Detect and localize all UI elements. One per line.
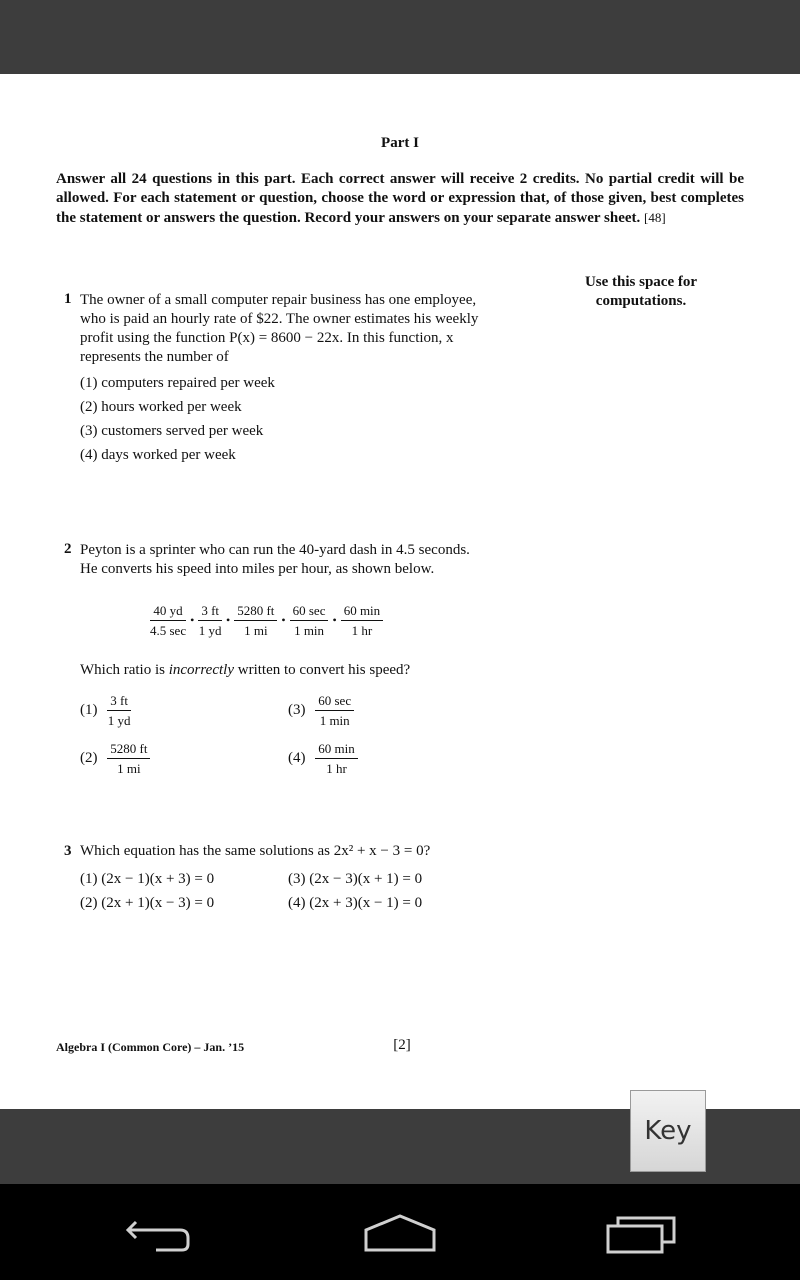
q1-option-1[interactable] — [80, 371, 275, 395]
q2-option-1[interactable] — [80, 692, 131, 729]
conversion-fraction — [150, 602, 186, 639]
q2-option-2[interactable] — [80, 740, 150, 777]
option-label: (1) — [80, 702, 98, 718]
denominator: 1 hr — [326, 761, 347, 776]
q2-text — [80, 541, 540, 579]
option-fraction — [315, 692, 354, 729]
q2-option-3[interactable] — [288, 692, 354, 729]
computation-note-line2: computations. — [595, 293, 687, 309]
denominator: 1 yd — [198, 623, 222, 638]
denominator: 1 mi — [117, 761, 141, 776]
numerator: 60 min — [341, 602, 383, 621]
option-fraction — [315, 740, 357, 777]
option-text: days worked per week — [101, 447, 236, 463]
q3-option-2[interactable] — [80, 891, 214, 915]
computation-note — [560, 273, 722, 311]
q3-text: Which equation has the same solutions as 2x² + x − 3 = 0? — [80, 843, 431, 859]
option-label: (3) — [288, 702, 306, 718]
instructions — [56, 170, 744, 228]
option-text: (2x − 3)(x + 1) = 0 — [309, 871, 423, 887]
denominator: 1 min — [294, 623, 325, 638]
recent-apps-icon[interactable] — [604, 1214, 680, 1261]
instructions-text: Answer all 24 questions in this part. Each correct answer will receive 2 credits. No partial credit will be allowed. For each statement or question, choose the word or expression that, of those given, best completes the statement or answers the question. Record your answers on your separate answer sheet. — [56, 171, 744, 226]
option-text: hours worked per week — [101, 399, 242, 415]
option-text: (2x + 3)(x − 1) = 0 — [309, 895, 423, 911]
back-icon[interactable] — [122, 1212, 194, 1261]
footer-page-number: [2] — [393, 1037, 411, 1053]
top-status-bar — [0, 0, 800, 74]
q2-text-line: He converts his speed into miles per hour, as shown below. — [80, 561, 435, 577]
multiply-dot: • — [332, 613, 337, 627]
numerator: 40 yd — [150, 602, 186, 621]
option-label: (1) — [80, 375, 98, 391]
q1-option-3[interactable] — [80, 419, 275, 443]
option-fraction — [107, 692, 131, 729]
footer-exam-title: Algebra I (Common Core) – Jan. ’15 — [56, 1040, 245, 1054]
q1-number: 1 — [64, 291, 72, 307]
q3-number: 3 — [64, 843, 72, 859]
q1-text — [80, 291, 526, 367]
numerator: 60 min — [315, 740, 357, 759]
denominator: 1 mi — [244, 623, 268, 638]
q1-text-line: represents the number of — [80, 349, 229, 365]
q1-text-line: profit using the function P(x) = 8600 − 22x. In this function, x — [80, 330, 454, 346]
part-title: Part I — [381, 135, 419, 151]
denominator: 1 min — [319, 713, 350, 728]
conversion-fraction — [341, 602, 383, 639]
option-label: (3) — [80, 423, 98, 439]
numerator: 5280 ft — [107, 740, 150, 759]
option-label: (4) — [288, 895, 306, 911]
option-text: computers repaired per week — [101, 375, 275, 391]
option-label: (2) — [80, 895, 98, 911]
option-text: (2x + 1)(x − 3) = 0 — [101, 895, 215, 911]
multiply-dot: • — [190, 613, 195, 627]
option-label: (2) — [80, 399, 98, 415]
key-button[interactable]: Key — [630, 1090, 706, 1172]
option-label: (1) — [80, 871, 98, 887]
q3-option-4[interactable] — [288, 891, 422, 915]
denominator: 1 hr — [351, 623, 373, 638]
document-page — [0, 74, 800, 1109]
conversion-expression — [150, 602, 383, 639]
q2-option-4[interactable] — [288, 740, 358, 777]
multiply-dot: • — [226, 613, 231, 627]
computation-note-line1: Use this space for — [584, 274, 698, 290]
q1-option-4[interactable] — [80, 443, 275, 467]
instructions-credits: [48] — [644, 210, 666, 225]
numerator: 60 sec — [290, 602, 329, 621]
denominator: 4.5 sec — [150, 623, 187, 638]
q3-option-1[interactable] — [80, 867, 214, 891]
q1-text-line: The owner of a small computer repair business has one employee, — [80, 292, 477, 308]
numerator: 60 sec — [315, 692, 354, 711]
option-text: customers served per week — [101, 423, 264, 439]
conversion-fraction — [198, 602, 222, 639]
multiply-dot: • — [281, 613, 286, 627]
conversion-fraction — [290, 602, 329, 639]
q1-text-line: who is paid an hourly rate of $22. The owner estimates his weekly — [80, 311, 479, 327]
system-navigation-bar — [0, 1184, 800, 1280]
numerator: 3 ft — [107, 692, 131, 711]
numerator: 5280 ft — [234, 602, 277, 621]
option-label: (4) — [288, 750, 306, 766]
q1-option-2[interactable] — [80, 395, 275, 419]
conversion-fraction — [234, 602, 277, 639]
q3-option-3[interactable] — [288, 867, 422, 891]
q2-question-text: Which ratio is — [80, 662, 169, 678]
q1-options — [80, 371, 275, 467]
denominator: 1 yd — [107, 713, 131, 728]
option-label: (3) — [288, 871, 306, 887]
q2-question — [80, 662, 410, 679]
option-label: (2) — [80, 750, 98, 766]
q2-question-text: written to convert his speed? — [234, 662, 411, 678]
numerator: 3 ft — [198, 602, 222, 621]
option-label: (4) — [80, 447, 98, 463]
home-icon[interactable] — [362, 1212, 438, 1261]
q2-question-emphasis: incorrectly — [168, 662, 234, 678]
option-text: (2x − 1)(x + 3) = 0 — [101, 871, 215, 887]
q2-number: 2 — [64, 541, 72, 557]
q2-text-line: Peyton is a sprinter who can run the 40-yard dash in 4.5 seconds. — [80, 542, 470, 558]
option-fraction — [107, 740, 150, 777]
